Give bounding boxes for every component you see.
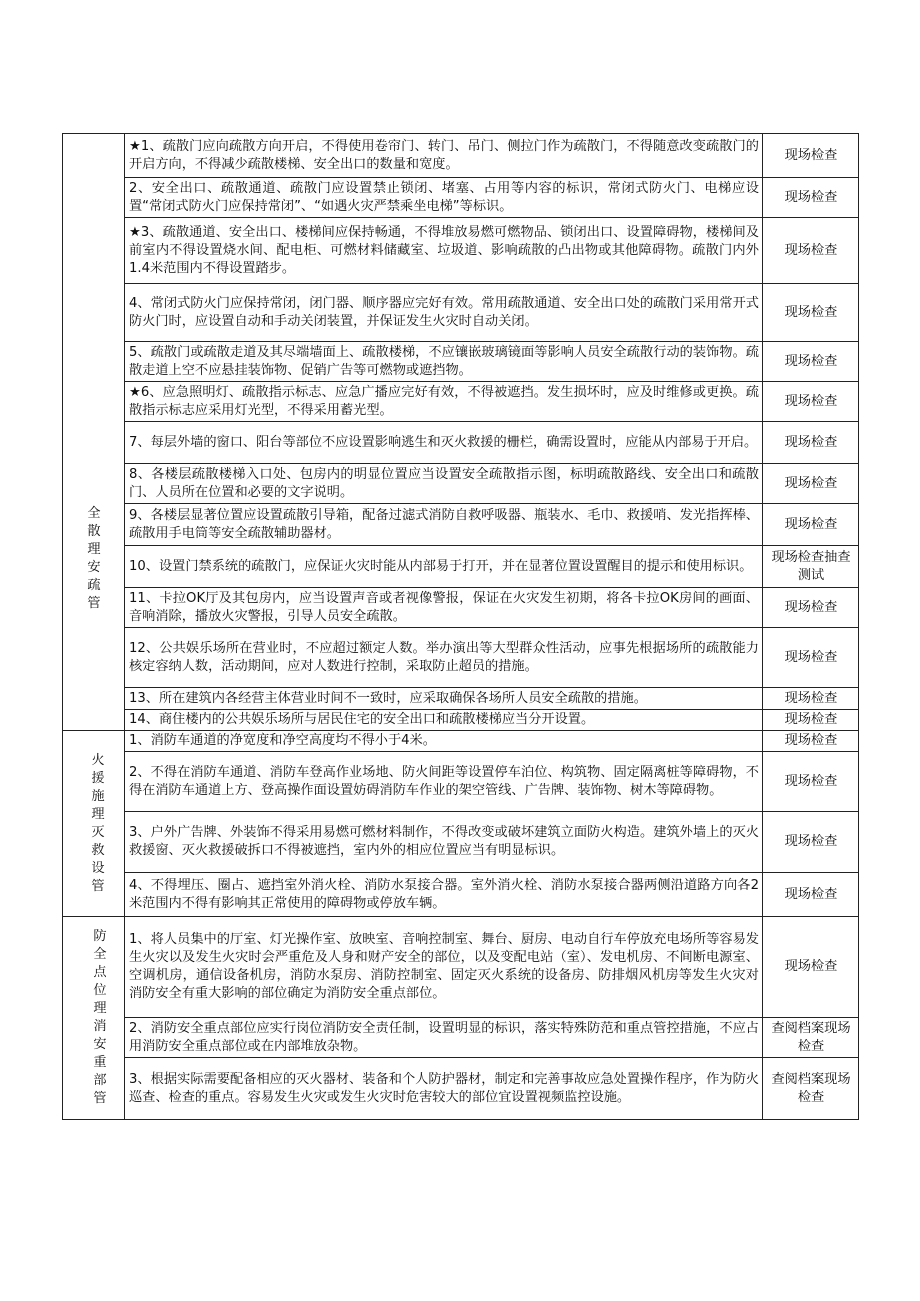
table-row	[63, 688, 859, 710]
table-row	[63, 382, 859, 422]
requirement-text: 8、各楼层疏散楼梯入口处、包房内的明显位置应当设置安全疏散指示图，标明疏散路线、安全出口和疏散门、人员所在位置和必要的文字说明。	[125, 464, 763, 504]
check-method: 现场检查	[763, 382, 859, 422]
category-cell-key-areas	[63, 917, 125, 1120]
table-row	[63, 873, 859, 917]
requirement-text: 3、根据实际需要配备相应的灭火器材、装备和个人防护器材，制定和完善事故应急处置操作程序，作为防火巡查、检查的重点。容易发生火灾或发生火灾时危害较大的部位宜设置视频监控设施。	[125, 1058, 763, 1120]
table-row	[63, 752, 859, 812]
requirement-text: 5、疏散门或疏散走道及其尽端墙面上、疏散楼梯，不应镶嵌玻璃镜面等影响人员安全疏散行动的装饰物。疏散走道上空不应悬挂装饰物、促销广告等可燃物或遮挡物。	[125, 342, 763, 382]
requirement-text: 13、所在建筑内各经营主体营业时间不一致时，应采取确保各场所人员安全疏散的措施。	[125, 688, 763, 710]
table-row	[63, 710, 859, 731]
check-method: 查阅档案现场检查	[763, 1018, 859, 1058]
requirement-text: 4、常闭式防火门应保持常闭，闭门器、顺序器应完好有效。常用疏散通道、安全出口处的疏散门采用常开式防火门时，应设置自动和手动关闭装置，并保证发生火灾时自动关闭。	[125, 284, 763, 342]
check-method: 现场检查	[763, 504, 859, 546]
check-method: 现场检查	[763, 873, 859, 917]
check-method: 现场检查	[763, 812, 859, 873]
requirement-text: 2、安全出口、疏散通道、疏散门应设置禁止锁闭、堵塞、占用等内容的标识，常闭式防火门、电梯应设置“常闭式防火门应保持常闭”、“如遇火灾严禁乘坐电梯”等标识。	[125, 178, 763, 218]
check-method: 现场检查	[763, 688, 859, 710]
table-row	[63, 464, 859, 504]
check-method: 现场检查	[763, 134, 859, 178]
requirement-text: 14、商住楼内的公共娱乐场所与居民住宅的安全出口和疏散楼梯应当分开设置。	[125, 710, 763, 731]
table-row	[63, 812, 859, 873]
check-method: 现场检查	[763, 422, 859, 464]
requirement-text: 9、各楼层显著位置应设置疏散引导箱，配备过滤式消防自救呼吸器、瓶装水、毛巾、救援哨、发光指挥棒、疏散用手电筒等安全疏散辅助器材。	[125, 504, 763, 546]
category-cell-fire-rescue	[63, 731, 125, 917]
requirement-text: 12、公共娱乐场所在营业时，不应超过额定人数。举办演出等大型群众性活动，应事先根据场所的疏散能力核定容纳人数，活动期间，应对人数进行控制，采取防止超员的措施。	[125, 628, 763, 688]
check-method: 现场检查	[763, 178, 859, 218]
requirement-text: ★3、疏散通道、安全出口、楼梯间应保持畅通，不得堆放易燃可燃物品、锁闭出口、设置障碍物，楼梯间及前室内不得设置烧水间、配电柜、可燃材料储藏室、垃圾道、影响疏散的凸出物或其他障碍物。疏散门内外1.4米范围内不得设置踏步。	[125, 218, 763, 284]
requirement-text: ★6、应急照明灯、疏散指示标志、应急广播应完好有效，不得被遮挡。发生损坏时，应及时维修或更换。疏散指示标志应采用灯光型，不得采用蓄光型。	[125, 382, 763, 422]
table-row	[63, 917, 859, 1018]
requirement-text: 10、设置门禁系统的疏散门，应保证火灾时能从内部易于打开，并在显著位置设置醒目的提示和使用标识。	[125, 546, 763, 588]
table-row	[63, 731, 859, 752]
check-method: 现场检查抽查测试	[763, 546, 859, 588]
check-method: 查阅档案现场检查	[763, 1058, 859, 1120]
requirement-text: 4、不得埋压、圈占、遮挡室外消火栓、消防水泵接合器。室外消火栓、消防水泵接合器两侧沿道路方向各2米范围内不得有影响其正常使用的障碍物或停放车辆。	[125, 873, 763, 917]
category-cell-evacuation	[63, 134, 125, 731]
check-method: 现场检查	[763, 628, 859, 688]
table-row	[63, 546, 859, 588]
table-row	[63, 218, 859, 284]
table-row	[63, 1018, 859, 1058]
check-method: 现场检查	[763, 731, 859, 752]
table-row	[63, 1058, 859, 1120]
table-row	[63, 422, 859, 464]
table-row	[63, 628, 859, 688]
inspection-table	[62, 133, 859, 1120]
requirement-text: ★1、疏散门应向疏散方向开启，不得使用卷帘门、转门、吊门、侧拉门作为疏散门，不得随意改变疏散门的开启方向，不得减少疏散楼梯、安全出口的数量和宽度。	[125, 134, 763, 178]
category-label: 防全点位理消安重部管	[93, 929, 107, 1106]
requirement-text: 1、消防车通道的净宽度和净空高度均不得小于4米。	[125, 731, 763, 752]
category-label: 全散理安疏管	[87, 505, 101, 611]
requirement-text: 1、将人员集中的厅室、灯光操作室、放映室、音响控制室、舞台、厨房、电动自行车停放充电场所等容易发生火灾以及发生火灾时会严重危及人身和财产安全的部位，以及变配电站（室）、发电机房、不间断电源室、空调机房，通信设备机房，消防水泵房、消防控制室、固定灭火系统的设备房、防排烟风机房等发生火灾对消防安全有重大影响的部位确定为消防安全重点部位。	[125, 917, 763, 1018]
requirement-text: 11、卡拉OK厅及其包房内，应当设置声音或者视像警报，保证在火灾发生初期，将各卡拉OK房间的画面、音响消除，播放火灾警报，引导人员安全疏散。	[125, 588, 763, 628]
table-row	[63, 284, 859, 342]
requirement-text: 2、消防安全重点部位应实行岗位消防安全责任制，设置明显的标识，落实特殊防范和重点管控措施，不应占用消防安全重点部位或在内部堆放杂物。	[125, 1018, 763, 1058]
check-method: 现场检查	[763, 284, 859, 342]
requirement-text: 2、不得在消防车通道、消防车登高作业场地、防火间距等设置停车泊位、构筑物、固定隔离桩等障碍物，不得在消防车通道上方、登高操作面设置妨碍消防车作业的架空管线、广告牌、装饰物、树木等障碍物。	[125, 752, 763, 812]
check-method: 现场检查	[763, 710, 859, 731]
check-method: 现场检查	[763, 342, 859, 382]
requirement-text: 7、每层外墙的窗口、阳台等部位不应设置影响逃生和灭火救援的栅栏，确需设置时，应能从内部易于开启。	[125, 422, 763, 464]
check-method: 现场检查	[763, 464, 859, 504]
check-method: 现场检查	[763, 218, 859, 284]
check-method: 现场检查	[763, 752, 859, 812]
requirement-text: 3、户外广告牌、外装饰不得采用易燃可燃材料制作，不得改变或破坏建筑立面防火构造。建筑外墙上的灭火救援窗、灭火救援破拆口不得被遮挡，室内外的相应位置应当有明显标识。	[125, 812, 763, 873]
table-row	[63, 588, 859, 628]
check-method: 现场检查	[763, 917, 859, 1018]
table-row	[63, 342, 859, 382]
table-row	[63, 134, 859, 178]
category-label: 火援施理灭救设管	[91, 752, 105, 894]
check-method: 现场检查	[763, 588, 859, 628]
table-row	[63, 178, 859, 218]
table-row	[63, 504, 859, 546]
